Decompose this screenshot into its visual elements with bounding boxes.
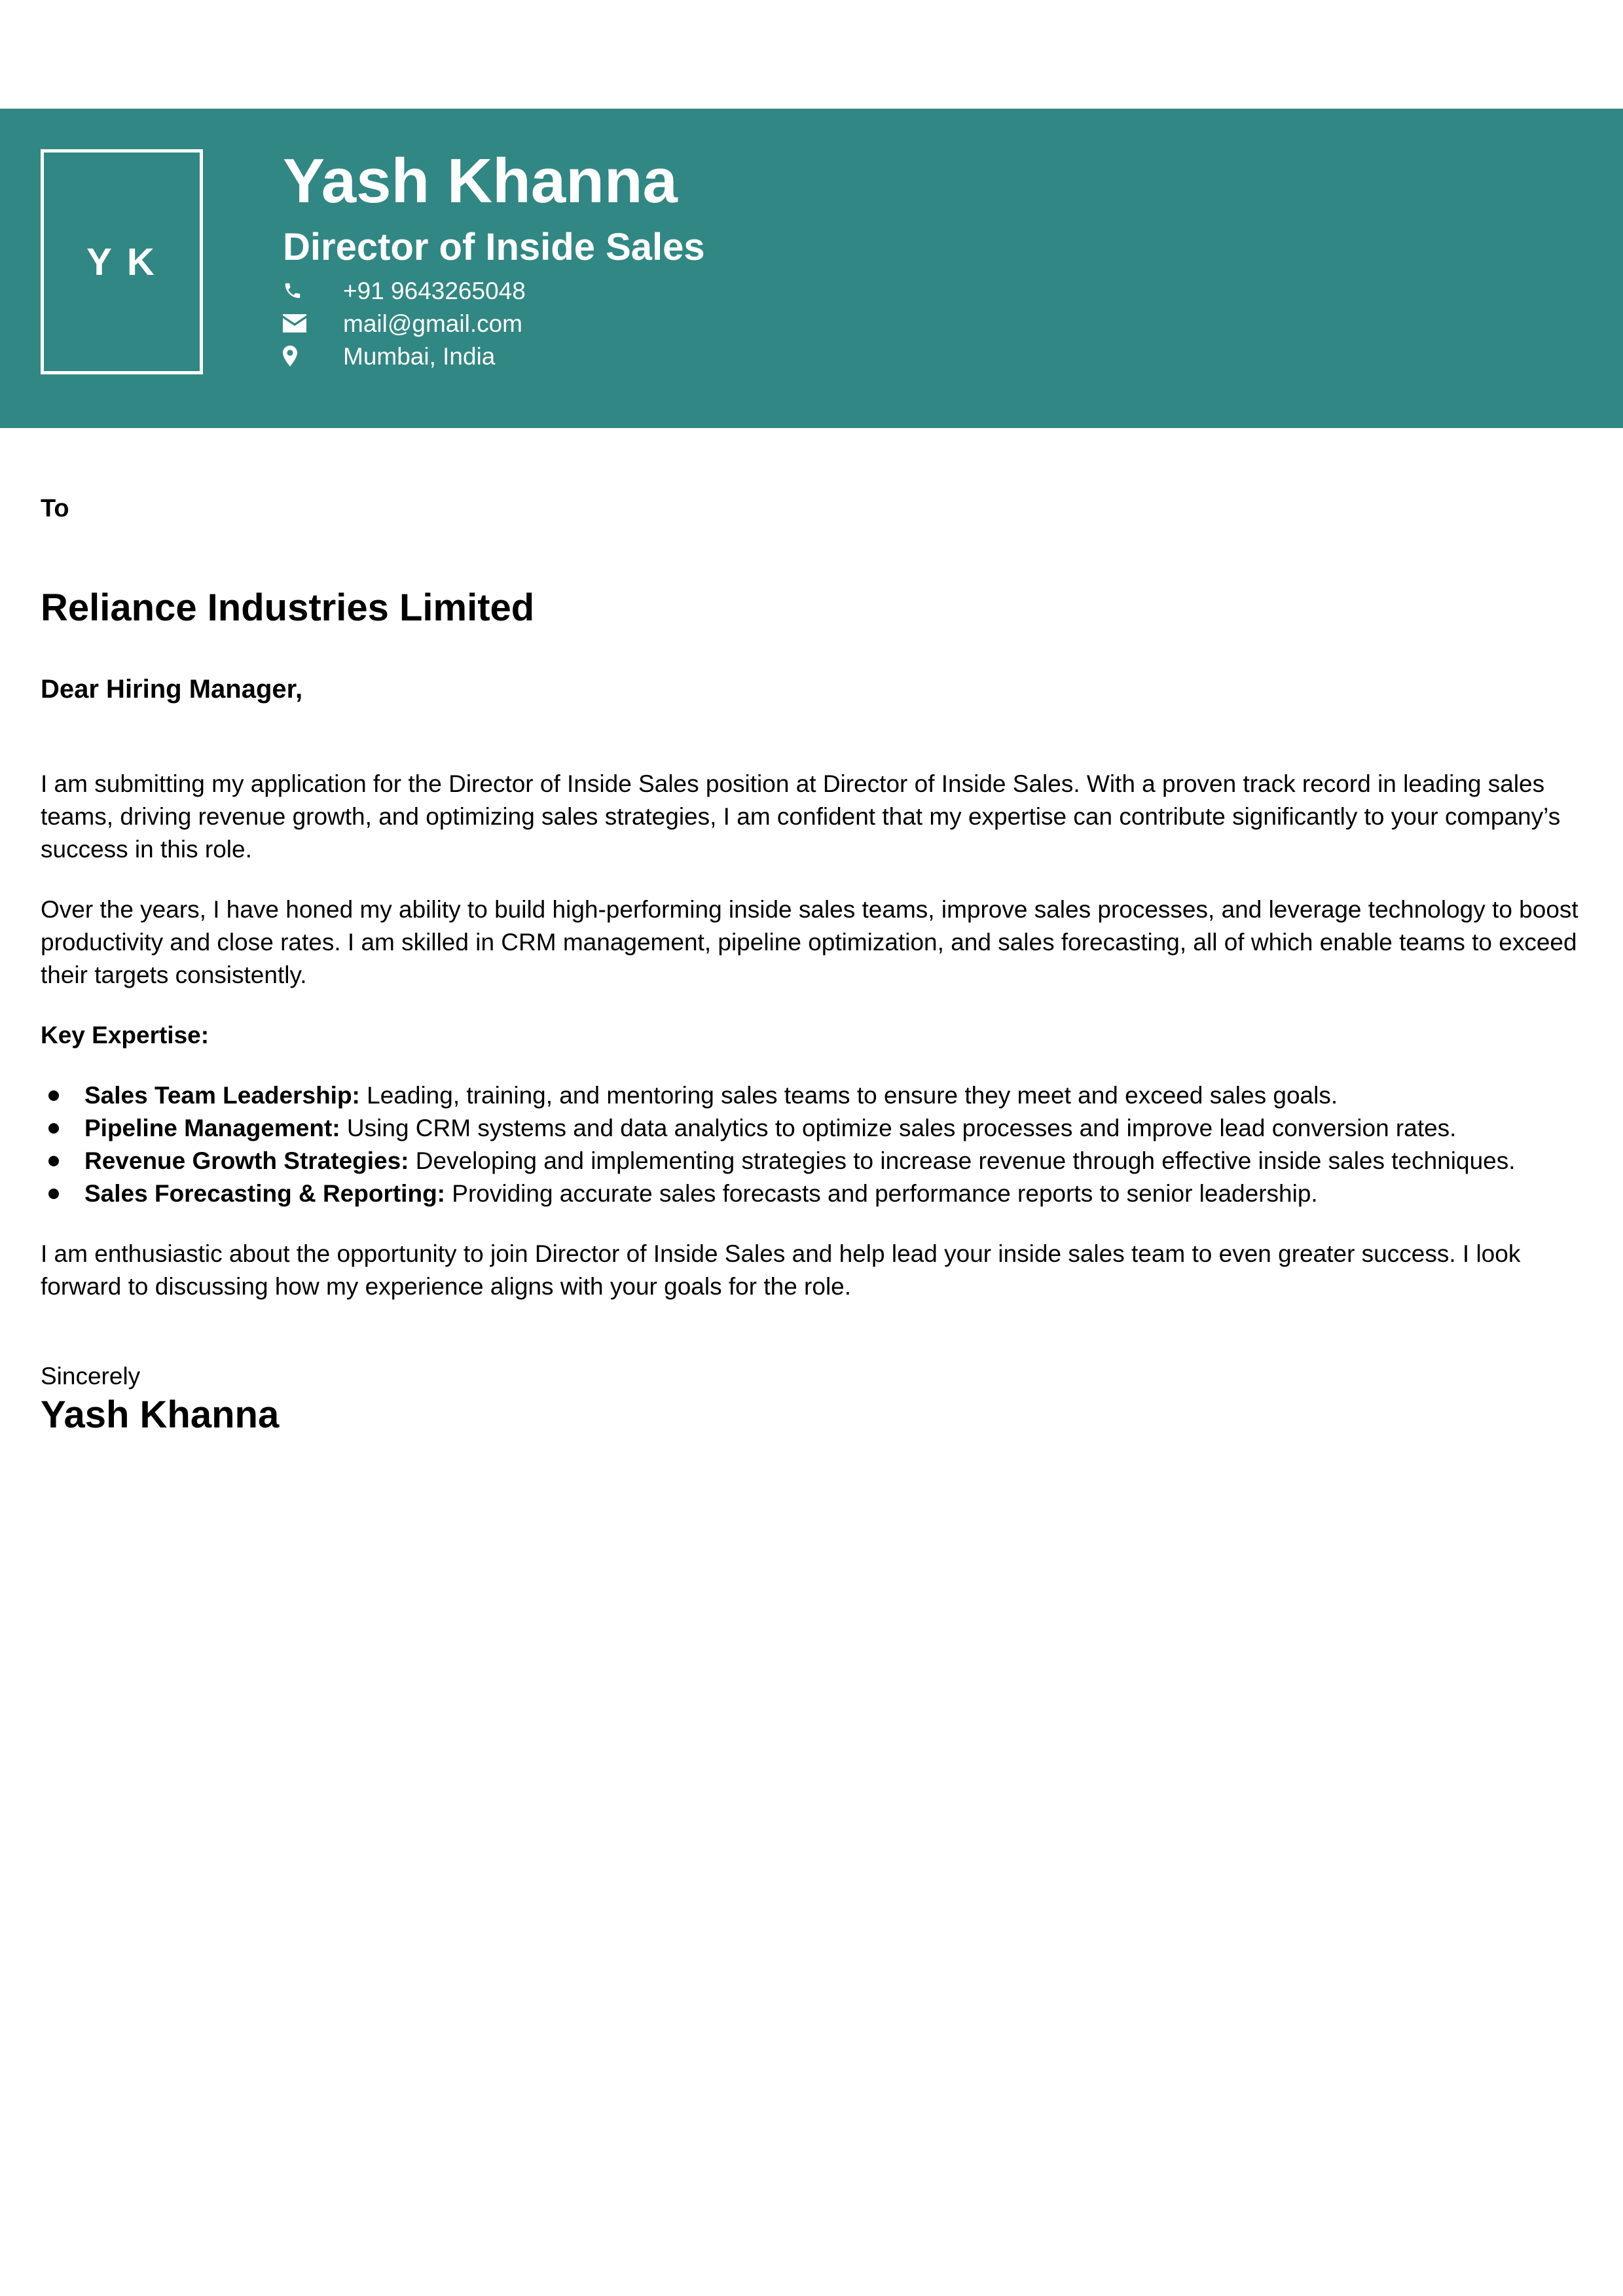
email-address: mail@gmail.com [343, 310, 522, 337]
salutation: Dear Hiring Manager, [41, 675, 303, 704]
paragraph-closing: I am enthusiastic about the opportunity to join Director of Inside Sales and help lead your inside sales team to even greater success. I look forward to discussing how my experience aligns with your goals for the role. [41, 1240, 1521, 1300]
expertise-text: Developing and implementing strategies to increase revenue through effective inside sales techniques. [409, 1147, 1516, 1174]
location-text: Mumbai, India [343, 342, 496, 370]
candidate-name: Yash Khanna [283, 146, 678, 216]
candidate-role: Director of Inside Sales [283, 226, 705, 268]
recipient-company: Reliance Industries Limited [41, 586, 535, 629]
header-band [0, 109, 1623, 428]
envelope-icon [283, 314, 343, 332]
signature-name: Yash Khanna [41, 1393, 280, 1436]
expertise-text: Using CRM systems and data analytics to optimize sales processes and improve lead conversion rates. [340, 1115, 1457, 1141]
sign-off: Sincerely [41, 1363, 141, 1390]
list-item [84, 1177, 1583, 1210]
initials: Y K [86, 240, 157, 283]
expertise-text: Leading, training, and mentoring sales teams to ensure they meet and exceed sales goals. [359, 1082, 1338, 1109]
paragraph-intro: I am submitting my application for the Director of Inside Sales position at Director of Inside Sales. With a proven track record in leading sales teams, driving revenue growth, and optimizing sales strategies, I am confident that my expertise can contribute significantly to your company’s success in this role. [41, 770, 1561, 863]
expertise-list [41, 1079, 1583, 1210]
list-item [84, 1112, 1583, 1145]
initials-box [41, 149, 203, 374]
paragraph-experience: Over the years, I have honed my ability to build high-performing inside sales teams, improve sales processes, and leverage technology to boost productivity and close rates. I am skilled in CRM management, pipeline optimization, and sales forecasting, all of which enable teams to exceed their targets consistently. [41, 896, 1578, 988]
expertise-label: Sales Forecasting & Reporting: [84, 1180, 445, 1207]
to-label: To [41, 495, 69, 522]
expertise-label: Revenue Growth Strategies: [84, 1147, 409, 1174]
list-item [84, 1145, 1583, 1177]
expertise-label: Pipeline Management: [84, 1115, 340, 1141]
letter-body [41, 768, 1583, 1331]
expertise-text: Providing accurate sales forecasts and performance reports to senior leadership. [445, 1180, 1318, 1207]
phone-number: +91 9643265048 [343, 277, 526, 304]
contact-location [283, 340, 495, 372]
expertise-label: Sales Team Leadership: [84, 1082, 360, 1109]
map-pin-icon [283, 346, 343, 367]
contact-phone [283, 274, 526, 307]
phone-icon [283, 281, 343, 300]
key-expertise-title: Key Expertise: [41, 1022, 210, 1049]
contact-email [283, 307, 522, 340]
list-item [84, 1079, 1583, 1112]
